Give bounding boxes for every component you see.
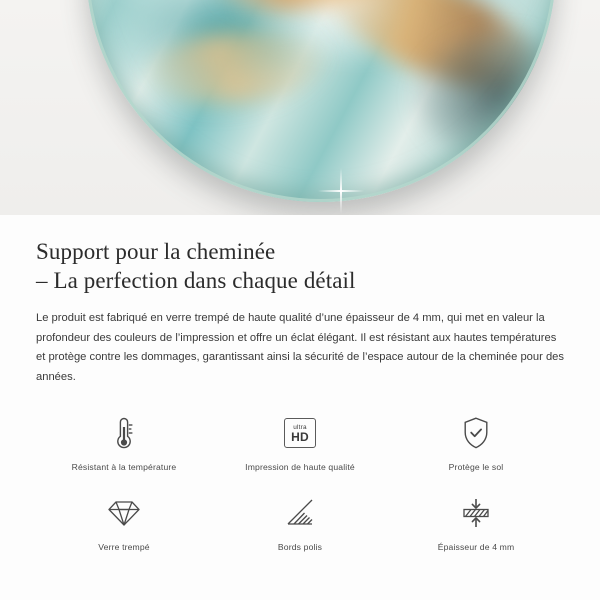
feature-label-floor-protection: Protège le sol [448,462,504,472]
feature-item-print-quality [212,409,388,477]
feature-label-temperature: Résistant à la température [71,462,177,472]
feature-label-thickness: Épaisseur de 4 mm [437,542,515,552]
description-paragraph: Le produit est fabriqué en verre trempé de haute qualité d’une épaisseur de 4 mm, qui met en valeur la profondeur des couleurs de l’impression et offre un éclat élégant. Il est résistant aux hautes températures et protège contre les dommages, garantissant ainsi la sécurité de l’espace autour de la cheminée pour des années. [36,312,564,383]
thickness-arrows-icon [459,493,493,533]
feature-item-polished-edges [212,489,388,557]
ultra-hd-icon [284,413,316,453]
feature-item-thickness [388,489,564,557]
content-area [0,215,600,557]
shield-check-icon [461,413,491,453]
headline-line-1: Support pour la cheminée [36,239,276,264]
feature-grid [36,409,564,557]
ultra-hd-badge-bottom: HD [291,429,309,444]
polished-edges-icon [284,493,316,533]
feature-item-tempered-glass [36,489,212,557]
ultra-hd-badge-top: ultra [293,423,307,431]
ultra-hd-badge [284,418,316,448]
feature-item-temperature [36,409,212,477]
diamond-icon [107,493,141,533]
feature-label-print-quality: Impression de haute qualité [245,462,355,472]
page-title [36,237,564,295]
headline-line-2: – La perfection dans chaque détail [36,268,356,293]
feature-label-tempered-glass: Verre trempé [98,542,150,552]
hero-image [0,0,600,215]
thermometer-icon [111,413,137,453]
feature-label-polished-edges: Bords polis [277,542,323,552]
feature-item-floor-protection [388,409,564,477]
